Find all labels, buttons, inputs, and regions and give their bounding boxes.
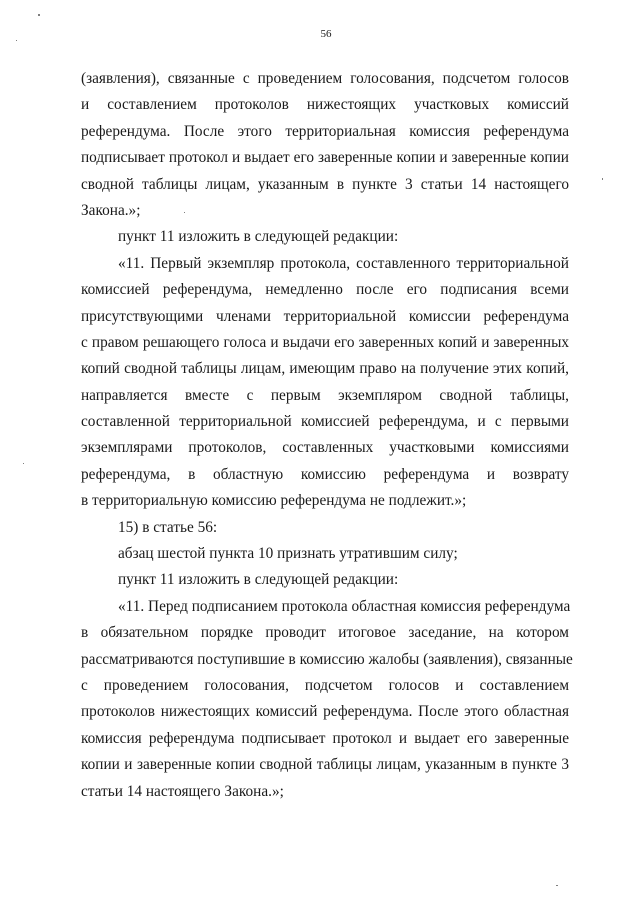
text-line: сводной таблицы лицам, указанным в пункте 3 статьи 14 настоящего (81, 175, 569, 193)
scan-speck (602, 178, 603, 180)
text-line: статьи 14 настоящего Закона.»; (81, 782, 284, 800)
page-number: 56 (320, 28, 332, 40)
scan-speck (38, 14, 40, 16)
text-line: с проведением голосования, подсчетом голосов и составлением (81, 676, 569, 694)
text-line: протоколов нижестоящих комиссий референдума. После этого областная (81, 703, 569, 721)
text-line: присутствующими членами территориальной комиссии референдума (81, 307, 569, 325)
text-line: абзац шестой пункта 10 признать утратившим силу; (118, 545, 458, 563)
scan-speck (184, 212, 185, 213)
text-line: 15) в статье 56: (118, 518, 218, 536)
text-line: комиссия референдума подписывает протокол и выдает его заверенные (81, 729, 569, 747)
text-line: копий сводной таблицы лицам, имеющим право на получение этих копий, (81, 360, 569, 378)
scan-speck (16, 40, 17, 41)
text-line: экземплярами протоколов, составленных участковыми комиссиями (81, 439, 569, 457)
text-line: (заявления), связанные с проведением голосования, подсчетом голосов (81, 70, 569, 87)
text-line: референдума, в областную комиссию референдума и возврату (81, 465, 569, 483)
text-line: комиссией референдума, немедленно после его подписания всеми (81, 281, 569, 299)
text-line: «11. Перед подписанием протокола областная комиссия референдума (118, 597, 571, 615)
text-line: в территориальную комиссию референдума не подлежит.»; (81, 492, 467, 510)
text-line: Закона.»; (81, 201, 141, 219)
text-line: в обязательном порядке проводит итоговое заседание, на котором (81, 624, 569, 642)
scan-speck (23, 463, 24, 464)
scan-speck (556, 885, 558, 886)
text-line: и составлением протоколов нижестоящих участковых комиссий (81, 96, 569, 114)
text-line: рассматриваются поступившие в комиссию жалобы (заявления), связанные (81, 650, 573, 668)
text-line: составленной территориальной комиссией референдума, и с первыми (81, 413, 569, 431)
text-line: с правом решающего голоса и выдачи его заверенных копий и заверенных (81, 333, 569, 351)
text-line: «11. Первый экземпляр протокола, составленного территориальной (118, 254, 569, 272)
text-line: референдума. После этого территориальная комиссия референдума (81, 122, 569, 140)
text-line: пункт 11 изложить в следующей редакции: (118, 228, 399, 246)
text-line: пункт 11 изложить в следующей редакции: (118, 571, 399, 589)
text-line: копии и заверенные копии сводной таблицы лицам, указанным в пункте 3 (81, 756, 569, 774)
text-line: подписывает протокол и выдает его заверенные копии и заверенные копии (81, 149, 569, 167)
document-body (81, 66, 573, 805)
text-line: направляется вместе с первым экземпляром сводной таблицы, (81, 386, 569, 404)
